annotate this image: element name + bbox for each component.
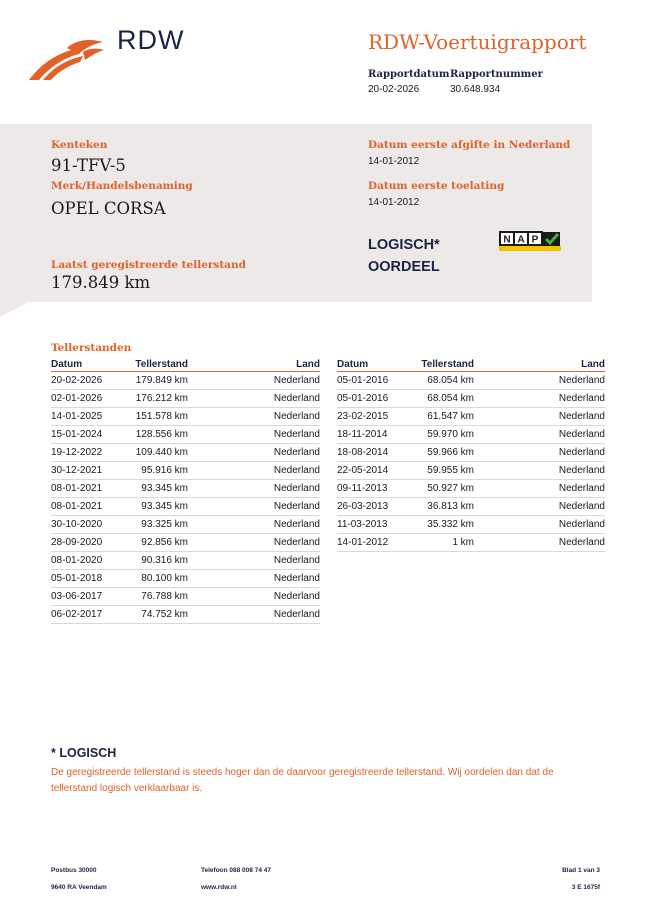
table-row	[51, 605, 320, 623]
table-row	[337, 389, 605, 407]
cell-country: Nederland	[474, 533, 605, 551]
cell-date: 06-02-2017	[51, 605, 133, 623]
cell-date: 15-01-2024	[51, 425, 133, 443]
cell-country: Nederland	[188, 461, 320, 479]
cell-date: 08-01-2020	[51, 551, 133, 569]
column-header-date: Datum	[337, 358, 419, 371]
svg-text:A: A	[517, 234, 525, 246]
table-row	[51, 533, 320, 551]
cell-odometer: 59.970 km	[419, 425, 474, 443]
cell-date: 22-05-2014	[337, 461, 419, 479]
first-admission-value: 14-01-2012	[368, 197, 420, 208]
report-number-value: 30.648.934	[450, 84, 501, 95]
table-row	[337, 371, 605, 389]
cell-country: Nederland	[474, 479, 605, 497]
table-row	[51, 407, 320, 425]
cell-country: Nederland	[474, 443, 605, 461]
cell-date: 03-06-2017	[51, 587, 133, 605]
table-row	[337, 479, 605, 497]
cell-odometer: 80.100 km	[133, 569, 188, 587]
cell-date: 05-01-2016	[337, 371, 419, 389]
cell-date: 14-01-2012	[337, 533, 419, 551]
svg-text:P: P	[531, 234, 539, 246]
table-row	[337, 515, 605, 533]
column-header-country: Land	[474, 358, 605, 371]
cell-date: 18-08-2014	[337, 443, 419, 461]
cell-date: 05-01-2018	[51, 569, 133, 587]
cell-odometer: 61.547 km	[419, 407, 474, 425]
cell-odometer: 36.813 km	[419, 497, 474, 515]
verdict	[368, 234, 440, 278]
table-row	[51, 425, 320, 443]
cell-date: 08-01-2021	[51, 479, 133, 497]
cell-date: 23-02-2015	[337, 407, 419, 425]
table-row	[51, 389, 320, 407]
cell-date: 30-10-2020	[51, 515, 133, 533]
report-date-value: 20-02-2026	[368, 84, 420, 95]
first-issue-value: 14-01-2012	[368, 156, 420, 167]
cell-date: 14-01-2025	[51, 407, 133, 425]
cell-odometer: 35.332 km	[419, 515, 474, 533]
cell-odometer: 90.316 km	[133, 551, 188, 569]
cell-date: 19-12-2022	[51, 443, 133, 461]
cell-date: 26-03-2013	[337, 497, 419, 515]
table-row	[51, 587, 320, 605]
rdw-logo-icon	[27, 38, 107, 82]
report-date-label: Rapportdatum	[368, 69, 450, 80]
cell-odometer: 128.556 km	[133, 425, 188, 443]
cell-country: Nederland	[474, 515, 605, 533]
first-issue-label: Datum eerste afgifte in Nederland	[368, 139, 571, 151]
column-header-odometer: Tellerstand	[133, 358, 188, 371]
first-admission-label: Datum eerste toelating	[368, 180, 505, 192]
cell-country: Nederland	[188, 533, 320, 551]
cell-odometer: 74.752 km	[133, 605, 188, 623]
cell-date: 18-11-2014	[337, 425, 419, 443]
cell-date: 20-02-2026	[51, 371, 133, 389]
cell-date: 08-01-2021	[51, 497, 133, 515]
nap-logo-icon	[499, 231, 561, 252]
cell-odometer: 179.849 km	[133, 371, 188, 389]
cell-country: Nederland	[188, 605, 320, 623]
cell-country: Nederland	[188, 497, 320, 515]
odometer-label: Laatst geregistreerde tellerstand	[51, 259, 246, 271]
cell-odometer: 92.856 km	[133, 533, 188, 551]
table-row	[51, 443, 320, 461]
cell-odometer: 68.054 km	[419, 371, 474, 389]
cell-date: 02-01-2026	[51, 389, 133, 407]
plate-value: 91-TFV-5	[51, 156, 126, 175]
cell-date: 09-11-2013	[337, 479, 419, 497]
table-row	[337, 407, 605, 425]
cell-odometer: 76.788 km	[133, 587, 188, 605]
verdict-line-2: OORDEEL	[368, 259, 440, 275]
footnote-text: De geregistreerde tellerstand is steeds hoger dan de daarvoor geregistreerde tellerstand. Wij oordelen dan dat de tellerstand logisch verklaarbaar is.	[51, 767, 554, 794]
column-header-odometer: Tellerstand	[419, 358, 474, 371]
cell-country: Nederland	[188, 371, 320, 389]
cell-country: Nederland	[188, 425, 320, 443]
cell-odometer: 93.345 km	[133, 479, 188, 497]
make-label: Merk/Handelsbenaming	[51, 180, 193, 192]
footer-address-line-2: 9640 RA Veendam	[51, 884, 107, 891]
column-header-country: Land	[188, 358, 320, 371]
cell-country: Nederland	[188, 569, 320, 587]
cell-odometer: 1 km	[419, 533, 474, 551]
table-header-row	[337, 358, 605, 371]
footer-address-line-1: Postbus 30000	[51, 867, 97, 874]
footnote-title: * LOGISCH	[51, 746, 117, 760]
cell-odometer: 93.325 km	[133, 515, 188, 533]
table-row	[337, 425, 605, 443]
cell-odometer: 50.927 km	[419, 479, 474, 497]
report-number-label: Rapportnummer	[450, 69, 543, 80]
cell-date: 11-03-2013	[337, 515, 419, 533]
cell-odometer: 95.916 km	[133, 461, 188, 479]
summary-panel-corner	[0, 301, 30, 317]
plate-label: Kenteken	[51, 139, 108, 151]
cell-country: Nederland	[474, 389, 605, 407]
readings-table-left	[51, 358, 320, 624]
cell-odometer: 176.212 km	[133, 389, 188, 407]
table-row	[337, 443, 605, 461]
cell-country: Nederland	[188, 443, 320, 461]
table-row	[51, 461, 320, 479]
table-row	[337, 461, 605, 479]
cell-odometer: 59.966 km	[419, 443, 474, 461]
odometer-value: 179.849 km	[51, 273, 151, 292]
column-header-date: Datum	[51, 358, 133, 371]
cell-date: 05-01-2016	[337, 389, 419, 407]
svg-text:N: N	[503, 234, 511, 246]
make-value: OPEL CORSA	[51, 199, 166, 218]
cell-odometer: 93.345 km	[133, 497, 188, 515]
readings-title: Tellerstanden	[51, 342, 132, 354]
report-title: RDW-Voertuigrapport	[368, 30, 587, 54]
footer-web-link[interactable]: www.rdw.nl	[201, 884, 237, 891]
table-row	[337, 533, 605, 551]
table-row	[51, 569, 320, 587]
table-row	[337, 497, 605, 515]
cell-country: Nederland	[474, 497, 605, 515]
table-row	[51, 479, 320, 497]
cell-date: 30-12-2021	[51, 461, 133, 479]
cell-odometer: 68.054 km	[419, 389, 474, 407]
cell-country: Nederland	[188, 551, 320, 569]
table-row	[51, 551, 320, 569]
table-row	[51, 371, 320, 389]
table-row	[51, 497, 320, 515]
footer-phone: Telefoon 088 008 74 47	[201, 867, 271, 874]
cell-country: Nederland	[474, 425, 605, 443]
cell-country: Nederland	[188, 587, 320, 605]
cell-country: Nederland	[188, 407, 320, 425]
cell-country: Nederland	[188, 479, 320, 497]
table-row	[51, 515, 320, 533]
readings-table-right	[337, 358, 605, 552]
cell-country: Nederland	[188, 389, 320, 407]
table-header-row	[51, 358, 320, 371]
footer-page-number: Blad 1 van 3	[562, 867, 600, 874]
cell-country: Nederland	[474, 371, 605, 389]
cell-country: Nederland	[474, 461, 605, 479]
cell-country: Nederland	[474, 407, 605, 425]
footer-document-code: 3 E 1675f	[571, 884, 600, 891]
verdict-line-1: LOGISCH*	[368, 237, 440, 253]
cell-odometer: 151.578 km	[133, 407, 188, 425]
brand-name: RDW	[117, 25, 185, 55]
cell-date: 28-09-2020	[51, 533, 133, 551]
cell-odometer: 59.955 km	[419, 461, 474, 479]
cell-odometer: 109.440 km	[133, 443, 188, 461]
cell-country: Nederland	[188, 515, 320, 533]
